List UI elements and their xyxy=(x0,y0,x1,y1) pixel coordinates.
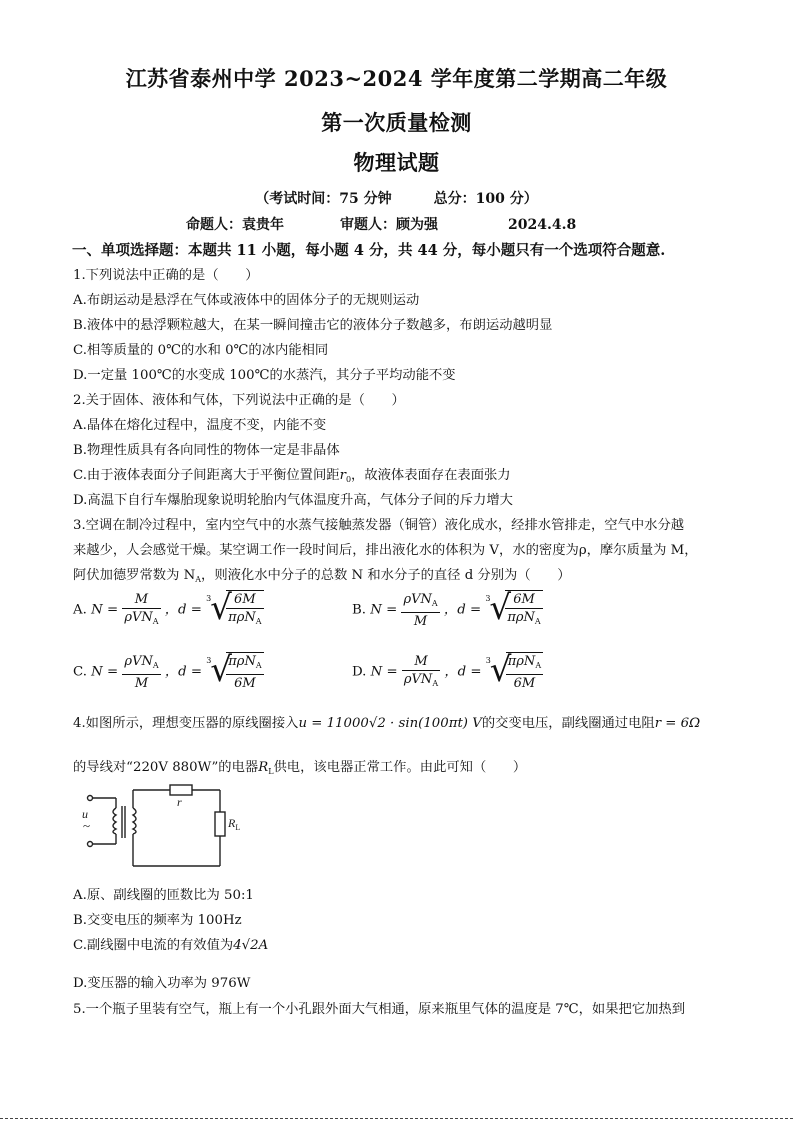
q4-rl-subscript: L xyxy=(268,767,274,776)
q4-circuit-diagram xyxy=(78,778,241,874)
q2-option-c-text: C.由于液体表面分子间距离大于平衡位置间距 xyxy=(73,468,340,483)
q2-stem: 2.关于固体、液体和气体，下列说法中正确的是（ ） xyxy=(73,393,405,408)
q3-line3-tail: ，则液化水中分子的总数 N 和水分子的直径 d 分别为（ ） xyxy=(201,568,571,583)
q4-option-c-text: C.副线圈中电流的有效值为 xyxy=(73,938,234,953)
fig-r-label: r xyxy=(177,795,182,809)
q3-line1: 3.空调在制冷过程中，室内空气中的水蒸气接触蒸发器（铜管）液化成水，经排水管排走，空气中水分越 xyxy=(73,518,685,533)
q3-b-label: B. xyxy=(352,602,366,618)
primary-coil xyxy=(113,808,116,834)
q3-c-d-root: 3 √ $\frac{\pi\rho N_A}{6M}$ xyxy=(206,650,262,691)
q1-option-c: C.相等质量的 0℃的水和 0℃的冰内能相同 xyxy=(73,343,329,358)
q3-b-N-frac xyxy=(401,591,439,630)
q2-r0-symbol: r xyxy=(339,468,346,483)
q3-a-d-eq: ，d = xyxy=(164,602,202,618)
exam-authors: 命题人：袁贵年 审题人：顾为强 2024.4.8 xyxy=(186,217,577,233)
exam-title-line3: 物理试题 xyxy=(353,150,440,175)
q4-option-c xyxy=(73,934,268,953)
q2-r0-subscript: 0 xyxy=(345,475,352,484)
q3-d-N-frac xyxy=(402,653,440,692)
q3-option-c xyxy=(73,652,264,692)
q4-option-a: A.原、副线圈的匝数比为 50:1 xyxy=(73,888,254,903)
q3-d-d-eq: ，d = xyxy=(444,664,482,680)
terminal-top xyxy=(88,796,93,801)
fig-u-label: u xyxy=(82,807,88,821)
q4-line1 xyxy=(73,712,700,731)
q3-line3-text: 阿伏加德罗常数为 N xyxy=(73,568,196,583)
q1-option-b: B.液体中的悬浮颗粒越大，在某一瞬间撞击它的液体分子数越多，布朗运动越明显 xyxy=(73,318,553,333)
q3-b-N-den: M xyxy=(413,613,428,629)
q4-line2 xyxy=(73,756,526,776)
q3-d-label: D. xyxy=(352,664,367,680)
section-heading: 一、单项选择题：本题共 11 小题，每小题 4 分，共 44 分，每小题只有一个选项符合题意. xyxy=(72,242,666,259)
q1-stem: 1.下列说法中正确的是（ ） xyxy=(73,268,259,283)
q4-resistance-eq: r = 6Ω xyxy=(654,716,701,731)
secondary-coil xyxy=(133,808,136,834)
q3-b-N-eq: N = xyxy=(370,602,398,618)
page-footer-rule xyxy=(0,1118,793,1119)
q3-a-N-eq: N = xyxy=(91,602,119,618)
q3-b-d-eq: ，d = xyxy=(443,602,482,618)
exam-info: （考试时间：75 分钟 总分：100 分） xyxy=(255,191,538,207)
q2-option-c xyxy=(73,464,511,484)
q4-option-d: D.变压器的输入功率为 976W xyxy=(73,976,251,991)
q3-a-label: A. xyxy=(73,602,87,618)
q3-option-d xyxy=(352,652,543,692)
q3-c-N-num: ρVN$_A$ xyxy=(122,653,160,675)
q2-option-a: A.晶体在熔化过程中，温度不变，内能不变 xyxy=(73,418,327,433)
q3-line2: 来越少，人会感觉干燥。某空调工作一段时间后，排出液化水的体积为 V，水的密度为ρ，摩尔质量为 M， xyxy=(73,543,698,558)
q3-c-label: C. xyxy=(73,664,87,680)
exam-title-line1: 江苏省泰州中学 2023~2024 学年度第二学期高二年级 xyxy=(125,66,668,91)
q3-c-N-eq: N = xyxy=(91,664,119,680)
resistor-rl xyxy=(215,812,225,836)
q4-rl-symbol: R xyxy=(258,760,269,775)
q4-option-c-value: 4√2A xyxy=(233,938,269,953)
q3-c-d-eq: ，d = xyxy=(164,664,203,680)
q4-voltage-eq: u = 11000√2 · sin(100πt) V xyxy=(298,716,482,731)
q3-a-d-root: 3 √ $\frac{6M}{\pi\rho N_A}$ xyxy=(206,588,262,628)
fig-rl-label: $R_L$ xyxy=(228,816,241,832)
q4-line1-mid: 的交变电压，副线圈通过电阻 xyxy=(481,716,655,731)
q2-option-c-tail: ，故液体表面存在表面张力 xyxy=(351,468,511,483)
q3-d-N-den: ρVN$_A$ xyxy=(403,671,439,688)
resistor-r xyxy=(170,785,192,795)
q3-a-N-num: M xyxy=(122,591,160,609)
q4-line1-text: 4.如图所示，理想变压器的原线圈接入 xyxy=(73,716,299,731)
q5-stem: 5.一个瓶子里装有空气，瓶上有一个小孔跟外面大气相通，原来瓶里气体的温度是 7℃，如果把它加热到 xyxy=(73,1002,686,1017)
q3-a-N-frac xyxy=(122,591,160,630)
q3-b-d-root: 3 √ $\frac{6M}{\pi\rho N_A}$ xyxy=(485,588,541,628)
q1-option-d: D.一定量 100℃的水变成 100℃的水蒸汽，其分子平均动能不变 xyxy=(73,368,456,383)
q4-line2-text: 的导线对“220V 880W”的电器 xyxy=(73,760,259,775)
q3-line3-subscript: A xyxy=(195,575,202,584)
q3-d-d-root: 3 √ $\frac{\pi\rho N_A}{6M}$ xyxy=(485,650,542,691)
q1-option-a: A.布朗运动是悬浮在气体或液体中的固体分子的无规则运动 xyxy=(73,293,420,308)
q4-option-b: B.交变电压的频率为 100Hz xyxy=(73,913,242,928)
q3-line3 xyxy=(73,564,571,584)
q3-d-N-eq: N = xyxy=(370,664,398,680)
q3-d-N-num: M xyxy=(402,653,440,671)
q4-line2-tail: 供电，该电器正常工作。由此可知（ ） xyxy=(273,760,527,775)
q3-option-a xyxy=(73,590,264,630)
exam-title-line2: 第一次质量检测 xyxy=(321,110,472,135)
q2-option-d: D.高温下自行车爆胎现象说明轮胎内气体温度升高，气体分子间的斥力增大 xyxy=(73,493,513,508)
fig-tilde-label: ~ xyxy=(83,818,91,833)
terminal-bottom xyxy=(88,842,93,847)
q3-a-N-den: ρVN$_A$ xyxy=(124,609,159,626)
q3-b-N-num: ρVN$_A$ xyxy=(401,591,439,613)
q3-c-N-frac xyxy=(122,653,160,692)
q2-option-b: B.物理性质具有各向同性的物体一定是非晶体 xyxy=(73,443,340,458)
q3-option-b xyxy=(352,590,543,630)
q3-c-N-den: M xyxy=(134,675,149,691)
